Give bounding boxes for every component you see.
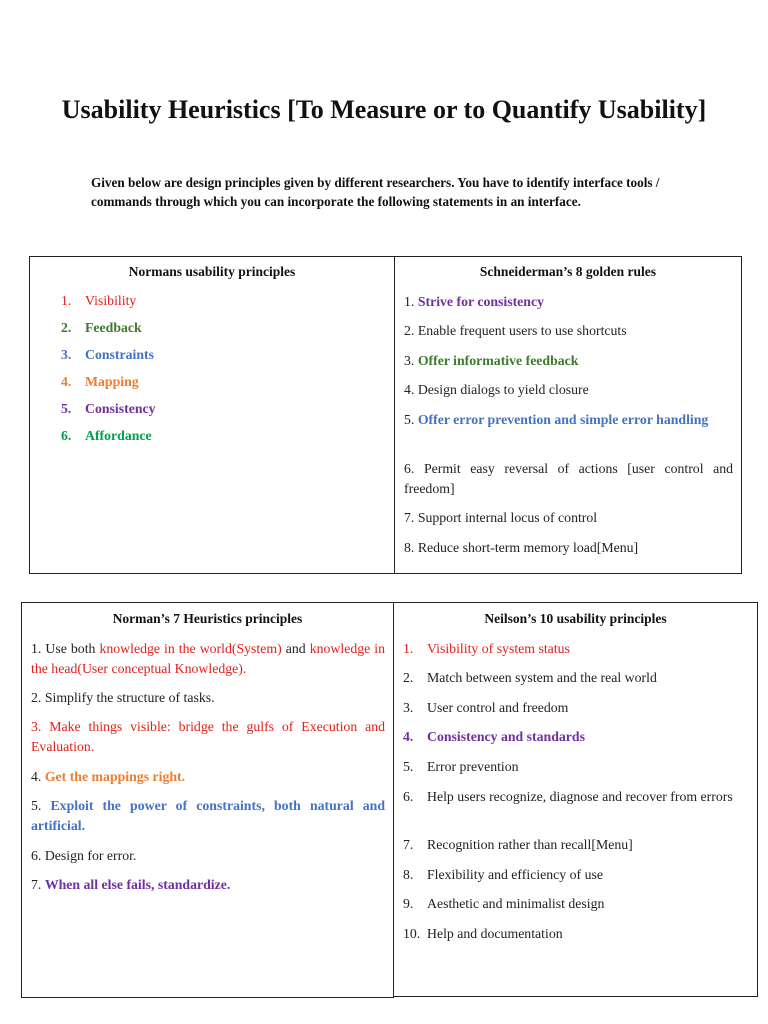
list-item: 8. Flexibility and efficiency of use bbox=[403, 867, 603, 882]
list-item: 4. Design dialogs to yield closure bbox=[404, 382, 589, 397]
list-item: 5. Offer error prevention and simple error handling bbox=[404, 412, 709, 427]
list-item: 2. Feedback bbox=[61, 320, 142, 335]
neilson-principles-table-cell bbox=[393, 602, 758, 997]
list-item: 1. Strive for consistency bbox=[404, 294, 545, 309]
list-item: 10. Help and documentation bbox=[403, 926, 563, 941]
list-item: 4. Mapping bbox=[61, 374, 139, 389]
list-item: 1. Visibility bbox=[61, 293, 137, 308]
schneiderman-rules-table-cell bbox=[394, 256, 742, 574]
list-item: 3. Constraints bbox=[61, 347, 154, 362]
list-item: 7. Recognition rather than recall[Menu] bbox=[403, 837, 633, 852]
list-item: 5. Consistency bbox=[61, 401, 156, 416]
list-item: 7. When all else fails, standardize. bbox=[31, 877, 231, 892]
list-item: 8. Reduce short-term memory load[Menu] bbox=[404, 540, 639, 555]
list-item: 6. Affordance bbox=[61, 428, 152, 443]
list-item: 2. Simplify the structure of tasks. bbox=[31, 690, 215, 705]
list-item: 6. Permit easy reversal of actions [user control and freedom] bbox=[404, 461, 734, 496]
list-item: 1. Use both knowledge in the world(System) and knowledge in the head(User conceptual Knowledge). bbox=[31, 641, 386, 676]
list-item: 1. Visibility of system status bbox=[403, 641, 570, 656]
page-title: Usability Heuristics [To Measure or to Quantify Usability] bbox=[61, 95, 707, 124]
list-item: 2. Match between system and the real world bbox=[403, 670, 657, 685]
list-item: 6. Design for error. bbox=[31, 848, 137, 863]
list-item: 5. Exploit the power of constraints, both natural and artificial. bbox=[31, 798, 386, 833]
neilson-principles-header: Neilson’s 10 usability principles bbox=[484, 611, 667, 626]
list-item: 3. Offer informative feedback bbox=[404, 353, 579, 368]
norman-heuristics-header: Norman’s 7 Heuristics principles bbox=[112, 611, 303, 626]
norman-principles-header: Normans usability principles bbox=[128, 264, 296, 279]
norman-principles-table-cell bbox=[29, 256, 395, 574]
list-item: 5. Error prevention bbox=[403, 759, 519, 774]
schneiderman-rules-header: Schneiderman’s 8 golden rules bbox=[479, 264, 657, 279]
list-item: 4. Get the mappings right. bbox=[31, 769, 186, 784]
list-item: 4. Consistency and standards bbox=[403, 729, 585, 744]
list-item: 9. Aesthetic and minimalist design bbox=[403, 896, 605, 911]
intro-paragraph: Given below are design principles given by different researchers. You have to identify interface tools / commands through which you can incorporate the following statements in an interface. bbox=[91, 175, 660, 209]
norman-heuristics-table-cell bbox=[21, 602, 394, 998]
list-item: 2. Enable frequent users to use shortcuts bbox=[404, 323, 627, 338]
list-item: 3. Make things visible: bridge the gulfs of Execution and Evaluation. bbox=[31, 719, 386, 754]
list-item: 6. Help users recognize, diagnose and recover from errors bbox=[403, 789, 733, 804]
list-item: 7. Support internal locus of control bbox=[404, 510, 598, 525]
list-item: 3. User control and freedom bbox=[403, 700, 569, 715]
